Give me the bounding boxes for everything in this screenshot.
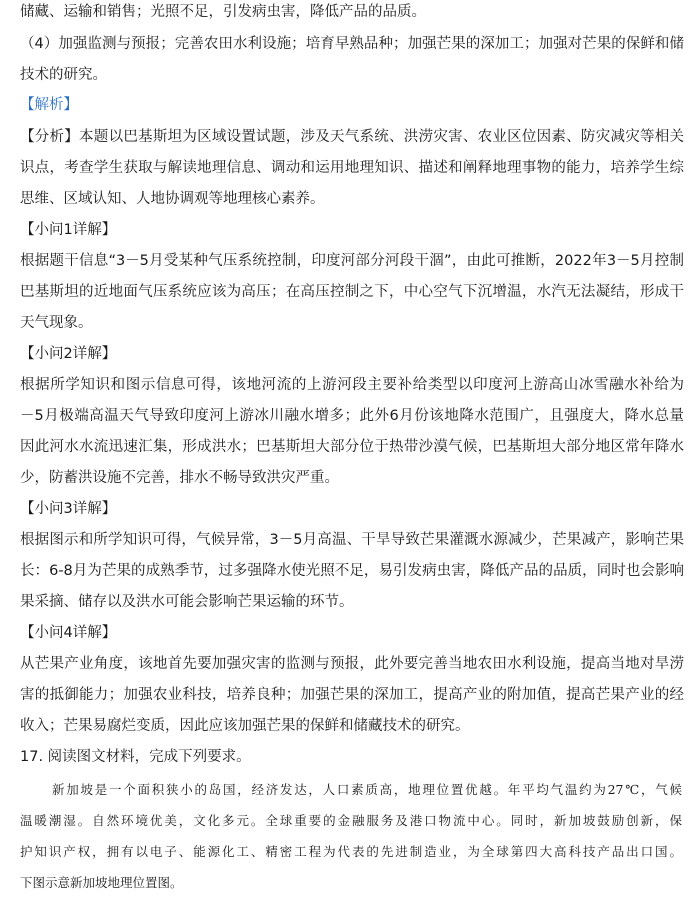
q4-heading: 【小问4详解】 (20, 625, 117, 641)
question-17-prompt: 17. 阅读图文材料，完成下列要求。 (20, 749, 251, 765)
q2-line-3: 因此河水水流迅速汇集，形成洪水；巴基斯坦大部分位于热带沙漠气候，巴基斯坦大部分地区常年降水 (20, 439, 684, 455)
analysis-line-3: 思维、区域认知、人地协调观等地理核心素养。 (20, 191, 325, 207)
q3-line-1: 根据图示和所学知识可得，气候异常，3－5月高温、干旱导致芒果灌溉水源减少，芒果减产，影响芒果 (20, 532, 684, 548)
answer-3-tail: 储藏、运输和销售；光照不足，引发病虫害，降低产品的品质。 (20, 4, 426, 20)
q2-line-4: 少，防蓄洪设施不完善，排水不畅导致洪灾严重。 (20, 470, 339, 486)
material-line-1: 新加坡是一个面积狭小的岛国，经济发达，人口素质高，地理位置优越。年平均气温约为27℃，气候 (52, 782, 682, 797)
answer-4-line-2: 技术的研究。 (20, 67, 107, 83)
q1-line-2: 巴基斯坦的近地面气压系统应该为高压；在高压控制之下，中心空气下沉增温，水汽无法凝结，形成干 (20, 284, 684, 300)
q1-line-1: 根据题干信息“3－5月受某种气压系统控制，印度河部分河段干涸”，由此可推断，2022年3－5月控制 (20, 253, 684, 269)
analysis-heading: 【解析】 (20, 97, 78, 113)
answer-4-line-1: （4）加强监测与预报；完善农田水利设施；培育早熟品种；加强芒果的深加工；加强对芒果的保鲜和储 (20, 36, 684, 52)
q2-line-2: －5月极端高温天气导致印度河上游冰川融水增多；此外6月份该地降水范围广，且强度大，降水总量 (20, 408, 684, 424)
q1-line-3: 天气现象。 (20, 315, 93, 331)
q4-line-2: 害的抵御能力；加强农业科技，培养良种；加强芒果的深加工，提高产业的附加值，提高芒果产业的经 (20, 687, 684, 703)
analysis-line-2: 识点，考查学生获取与解读地理信息、调动和运用地理知识、描述和阐释地理事物的能力，培养学生综 (20, 160, 684, 176)
q1-heading: 【小问1详解】 (20, 222, 117, 238)
q3-line-2: 长：6-8月为芒果的成熟季节，过多强降水使光照不足，易引发病虫害，降低产品的品质，同时也会影响 (20, 563, 684, 579)
q2-heading: 【小问2详解】 (20, 346, 117, 362)
material-line-3: 护知识产权，拥有以电子、能源化工、精密工程为代表的先进制造业，为全球第四大高科技产品出口国。 (20, 844, 682, 859)
q2-line-1: 根据所学知识和图示信息可得，该地河流的上游河段主要补给类型以印度河上游高山冰雪融水补给为 (20, 377, 684, 393)
q3-heading: 【小问3详解】 (20, 501, 117, 517)
q4-line-1: 从芒果产业角度，该地首先要加强灾害的监测与预报，此外要完善当地农田水利设施，提高当地对旱涝 (20, 656, 684, 672)
analysis-line-1: 【分析】本题以巴基斯坦为区域设置试题，涉及天气系统、洪涝灾害、农业区位因素、防灾减灾等相关 (20, 129, 684, 145)
material-line-2: 温暖潮湿。自然环境优美，文化多元。全球重要的金融服务及港口物流中心。同时，新加坡鼓励创新，保 (20, 813, 682, 828)
q4-line-3: 收入；芒果易腐烂变质，因此应该加强芒果的保鲜和储藏技术的研究。 (20, 718, 470, 734)
q3-line-3: 果采摘、储存以及洪水可能会影响芒果运输的环节。 (20, 594, 354, 610)
material-line-4: 下图示意新加坡地理位置图。 (20, 875, 183, 890)
